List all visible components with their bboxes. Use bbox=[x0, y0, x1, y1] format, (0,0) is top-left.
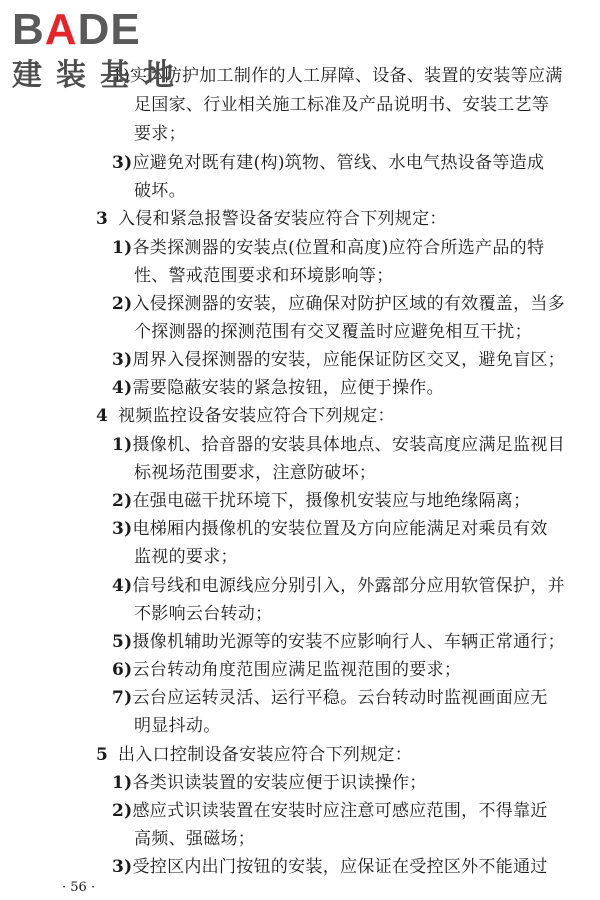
list-item: 3)电梯厢内摄像机的安装位置及方向应能满足对乘员有效 bbox=[112, 519, 548, 539]
list-item: 6)云台转动角度范围应满足监视范围的要求； bbox=[112, 660, 462, 680]
list-item: 1)各类识读装置的安装应便于识读操作； bbox=[112, 773, 427, 793]
text-line: 足国家、行业相关施工标准及产品说明书、安装工艺等 bbox=[134, 95, 550, 115]
list-item: 1)摄像机、拾音器的安装具体地点、安装高度应满足监视目 bbox=[112, 435, 565, 455]
list-item: 4)信号线和电源线应分别引入，外露部分应用软管保护，并 bbox=[112, 576, 565, 596]
list-item: 7)云台应运转灵活、运行平稳。云台转动时监视画面应无 bbox=[112, 688, 548, 708]
section-heading: 4 视频监控设备安装应符合下列规定： bbox=[96, 406, 395, 426]
logo-subtitle: 建装基地 bbox=[12, 58, 188, 93]
text-line: 明显抖动。 bbox=[134, 716, 221, 736]
logo-wordmark: BADE bbox=[12, 5, 141, 54]
text-line: 要求； bbox=[134, 124, 186, 144]
list-item: 4)需要隐蔽安装的紧急按钮，应便于操作。 bbox=[112, 378, 444, 398]
text-line: 监视的要求； bbox=[134, 547, 238, 567]
text-line: 不影响云台转动； bbox=[134, 604, 273, 624]
text-line: 1)实体防护加工制作的人工屏障、设备、装置的安装等应满 bbox=[112, 66, 563, 86]
list-item: 2)在强电磁干扰环境下，摄像机安装应与地绝缘隔离； bbox=[112, 491, 531, 511]
list-item-last: 3)受控区内出门按钮的安装，应保证在受控区外不能通过 bbox=[112, 857, 548, 877]
text-line: 破坏。 bbox=[134, 181, 186, 201]
section-heading: 3 入侵和紧急报警设备安装应符合下列规定： bbox=[96, 209, 447, 229]
page-number: · 56 · bbox=[62, 880, 96, 895]
list-item: 1)各类探测器的安装点(位置和高度)应符合所选产品的特 bbox=[112, 238, 545, 258]
section-heading: 5 出入口控制设备安装应符合下列规定： bbox=[96, 745, 413, 765]
list-item: 3)应避免对既有建(构)筑物、管线、水电气热设备等造成 bbox=[112, 153, 545, 173]
brand-watermark-logo bbox=[12, 5, 188, 98]
list-item: 2)感应式识读装置在安装时应注意可感应范围，不得靠近 bbox=[112, 801, 548, 821]
text-line: 标视场范围要求，注意防破坏； bbox=[134, 463, 377, 483]
text-line: 个探测器的探测范围有交叉覆盖时应避免相互干扰； bbox=[134, 322, 532, 342]
text-line: 高频、强磁场； bbox=[134, 829, 256, 849]
list-item: 3)周界入侵探测器的安装，应能保证防区交叉，避免盲区； bbox=[112, 350, 565, 370]
list-item: 2)入侵探测器的安装，应确保对防护区域的有效覆盖，当多 bbox=[112, 294, 565, 314]
list-item: 5)摄像机辅助光源等的安装不应影响行人、车辆正常通行； bbox=[112, 632, 565, 652]
text-line: 性、警戒范围要求和环境影响等； bbox=[134, 266, 394, 286]
